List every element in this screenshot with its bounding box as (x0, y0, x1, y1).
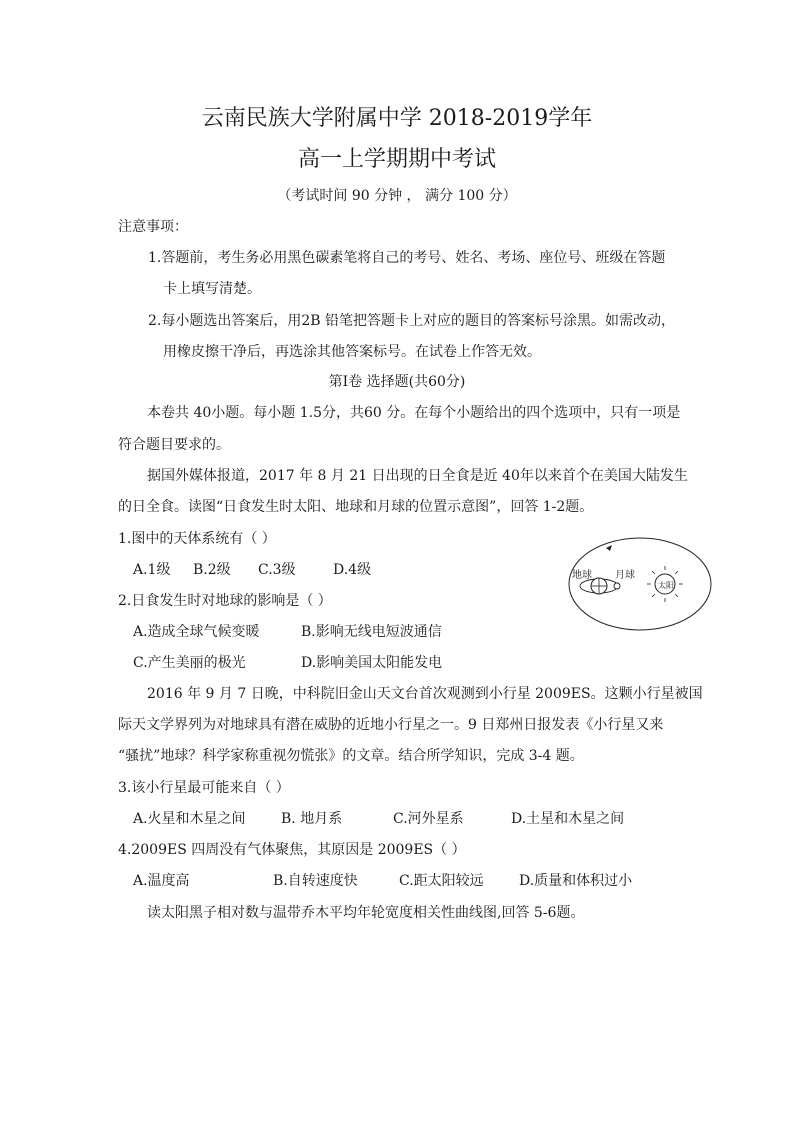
section-intro-cont: 符合题目要求的。 (118, 437, 230, 453)
section-heading: 第Ⅰ卷 选择题(共60分) (328, 374, 466, 390)
passage-1-cont: 的日全食。读图“日食发生时太阳、地球和月球的位置示意图”，回答 1-2题。 (118, 499, 594, 515)
sun-label: 太阳 (658, 581, 674, 590)
question-2-option-c: C.产生美丽的极光 (133, 655, 246, 671)
question-3-option-a: A.火星和木星之间 (133, 811, 246, 827)
question-4-option-d: D.质量和体积过小 (519, 873, 633, 889)
passage-2-cont-1: 际天文学界列为对地球具有潜在威胁的近地小行星之一。9 日郑州日报发表《小行星又来 (118, 717, 664, 733)
exam-info: （考试时间 90 分钟 ， 满分 100 分） (277, 188, 517, 204)
question-2-option-d: D.影响美国太阳能发电 (301, 655, 443, 671)
question-3-stem: 3.该小行星最可能来自（ ） (118, 780, 290, 796)
question-2-stem: 2.日食发生时对地球的影响是（ ） (118, 593, 332, 609)
notice-heading: 注意事项： (118, 219, 188, 235)
passage-1: 据国外媒体报道，2017 年 8 月 21 日出现的日全食是近 40年以来首个在美国大陆发生 (147, 468, 688, 484)
moon-label: 月球 (615, 570, 635, 581)
moon-icon (614, 583, 620, 589)
question-4-option-a: A.温度高 (133, 873, 190, 889)
question-4-stem: 4.2009ES 四周没有气体聚焦，其原因是 2009ES（ ） (118, 842, 466, 858)
question-2-option-b: B.影响无线电短波通信 (301, 624, 442, 640)
passage-3: 读太阳黑子相对数与温带乔木平均年轮宽度相关性曲线图,回答 5-6题。 (147, 905, 585, 921)
question-4-option-b: B.自转速度快 (273, 873, 358, 889)
question-1-option-b: B.2级 (193, 562, 231, 578)
question-3-option-d: D.土星和木星之间 (511, 811, 625, 827)
question-3-option-c: C.河外星系 (393, 811, 464, 827)
question-1-option-d: D.4级 (333, 562, 372, 578)
exam-subtitle: 高一上学期期中考试 (297, 147, 496, 172)
solar-eclipse-diagram (566, 528, 716, 634)
question-3-option-b: B. 地月系 (281, 811, 343, 827)
question-1-option-a: A.1级 (133, 562, 171, 578)
earth-label: 地球 (572, 570, 592, 581)
question-4-option-c: C.距太阳较远 (399, 873, 484, 889)
question-2-option-a: A.造成全球气候变暖 (133, 624, 260, 640)
earth-orbit (569, 538, 711, 630)
orbit-direction-arrow-icon (606, 545, 612, 551)
notice-item-2-cont: 用橡皮擦干净后，再选涂其他答案标号。在试卷上作答无效。 (163, 344, 541, 360)
exam-title: 云南民族大学附属中学 2018-2019学年 (201, 106, 593, 131)
notice-item-1: 1.答题前，考生务必用黑色碳素笔将自己的考号、姓名、考场、座位号、班级在答题 (148, 250, 666, 266)
notice-item-2: 2.每小题选出答案后，用2B 铅笔把答题卡上对应的题目的答案标号涂黑。如需改动， (148, 313, 676, 329)
passage-2: 2016 年 9 月 7 日晚，中科院旧金山天文台首次观测到小行星 2009ES。这颗小行星被国 (147, 686, 703, 702)
passage-2-cont-2: “骚扰”地球？科学家称重视勿慌张》的文章。结合所学知识，完成 3-4 题。 (118, 748, 584, 764)
section-intro: 本卷共 40小题。每小题 1.5分，共60 分。在每个小题给出的四个选项中，只有一项是 (147, 405, 681, 421)
question-1-stem: 1.图中的天体系统有（ ） (118, 531, 276, 547)
question-1-option-c: C.3级 (258, 562, 296, 578)
notice-item-1-cont: 卡上填写清楚。 (163, 281, 261, 297)
